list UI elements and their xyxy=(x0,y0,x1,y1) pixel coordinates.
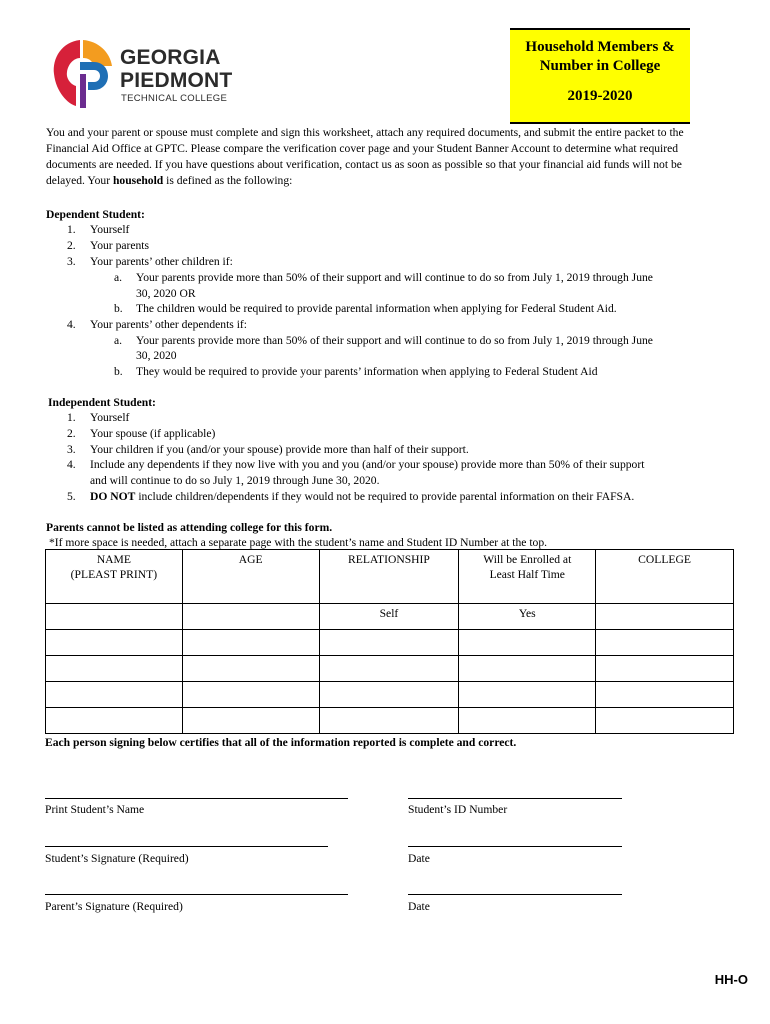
independent-item-num: 5. xyxy=(67,490,76,503)
student-signature-label: Student’s Signature (Required) xyxy=(45,852,189,865)
date-label-1: Date xyxy=(408,852,430,865)
independent-item: Your spouse (if applicable) xyxy=(90,427,216,440)
cell-name[interactable] xyxy=(46,630,183,656)
dependent-sub-item: Your parents provide more than 50% of their support and will continue to do so from July 1, 2019 through June xyxy=(136,271,653,284)
logo-line-2: PIEDMONT xyxy=(120,69,233,92)
header-college: COLLEGE xyxy=(596,550,734,604)
independent-item-5 xyxy=(90,489,634,505)
cell-enrolled[interactable] xyxy=(459,656,596,682)
header-name: NAME (PLEAST PRINT) xyxy=(46,550,183,604)
dependent-sub-letter: a. xyxy=(114,271,123,284)
print-name-label: Print Student’s Name xyxy=(45,803,145,816)
date-line-2[interactable] xyxy=(408,894,622,895)
cell-age[interactable] xyxy=(182,630,319,656)
certify-statement: Each person signing below certifies that all of the information reported is complete and correct. xyxy=(45,736,517,749)
intro-paragraph xyxy=(46,125,714,189)
cell-enrolled[interactable] xyxy=(459,682,596,708)
print-name-line[interactable] xyxy=(45,798,348,799)
dependent-item-num: 4. xyxy=(67,318,76,331)
dependent-item-num: 2. xyxy=(67,239,76,252)
dependent-item: Your parents’ other dependents if: xyxy=(90,318,248,331)
dependent-heading: Dependent Student: xyxy=(46,208,145,221)
cell-age[interactable] xyxy=(182,708,319,734)
logo-line-3: TECHNICAL COLLEGE xyxy=(121,93,228,104)
dependent-sub-item-cont: 30, 2020 xyxy=(136,349,177,362)
cell-relationship[interactable] xyxy=(319,708,459,734)
student-signature-line[interactable] xyxy=(45,846,328,847)
independent-item-5-text: include children/dependents if they would not be required to provide parental information on their FAFSA. xyxy=(135,490,635,503)
cell-relationship[interactable]: Self xyxy=(319,604,459,630)
table-header-row xyxy=(46,550,734,604)
cell-enrolled[interactable] xyxy=(459,708,596,734)
dependent-item: Yourself xyxy=(90,223,130,236)
parent-signature-label: Parent’s Signature (Required) xyxy=(45,900,183,913)
cell-age[interactable] xyxy=(182,604,319,630)
cell-enrolled[interactable] xyxy=(459,630,596,656)
date-line-1[interactable] xyxy=(408,846,622,847)
intro-text-before: You and your parent or spouse must complete and sign this worksheet, attach any required documents, and submit the entire packet to the Financial Aid Office at GPTC. Please compare the verification cover page and your Student Banner Account to determine what required documents are needed. If you have questions about verification, contact us as soon as possible so that your financial aid funds will not be delayed. Your xyxy=(46,126,684,187)
independent-item: Include any dependents if they now live with you and you (and/or your spouse) provide more than 50% of their support xyxy=(90,458,645,471)
title-year: 2019-2020 xyxy=(567,88,633,104)
date-label-2: Date xyxy=(408,900,430,913)
student-id-line[interactable] xyxy=(408,798,622,799)
table-row xyxy=(46,630,734,656)
dependent-sub-item: They would be required to provide your parents’ information when applying to Federal Student Aid xyxy=(136,365,598,378)
dependent-sub-item-cont: 30, 2020 OR xyxy=(136,287,196,300)
household-members-table xyxy=(45,549,734,734)
title-box xyxy=(510,28,690,124)
logo-mark-icon xyxy=(50,38,120,110)
dependent-item: Your parents xyxy=(90,239,150,252)
logo-line-1: GEORGIA xyxy=(120,46,221,69)
dependent-item: Your parents’ other children if: xyxy=(90,255,233,268)
independent-item: Yourself xyxy=(90,411,130,424)
do-not-bold: DO NOT xyxy=(90,490,136,503)
dependent-sub-letter: a. xyxy=(114,334,123,347)
title-line-1: Household Members & xyxy=(525,39,675,55)
independent-item-num: 3. xyxy=(67,443,76,456)
cell-age[interactable] xyxy=(182,656,319,682)
cell-name[interactable] xyxy=(46,682,183,708)
table-row xyxy=(46,656,734,682)
cell-name[interactable] xyxy=(46,708,183,734)
dependent-sub-letter: b. xyxy=(114,302,123,315)
cell-relationship[interactable] xyxy=(319,656,459,682)
dependent-sub-letter: b. xyxy=(114,365,123,378)
student-id-label: Student’s ID Number xyxy=(408,803,508,816)
cell-age[interactable] xyxy=(182,682,319,708)
dependent-sub-item: The children would be required to provide parental information when applying for Federal Student Aid. xyxy=(136,302,617,315)
space-note: *If more space is needed, attach a separate page with the student’s name and Student ID Number at the top. xyxy=(49,536,548,549)
header-relationship: RELATIONSHIP xyxy=(319,550,459,604)
cell-name[interactable] xyxy=(46,656,183,682)
cell-enrolled[interactable]: Yes xyxy=(459,604,596,630)
cell-college[interactable] xyxy=(596,682,734,708)
cell-college[interactable] xyxy=(596,630,734,656)
cell-relationship[interactable] xyxy=(319,630,459,656)
cell-college[interactable] xyxy=(596,708,734,734)
title-line-2: Number in College xyxy=(539,58,661,74)
independent-heading: Independent Student: xyxy=(48,396,156,409)
table-row xyxy=(46,708,734,734)
independent-item-num: 4. xyxy=(67,458,76,471)
cell-college[interactable] xyxy=(596,604,734,630)
cell-college[interactable] xyxy=(596,656,734,682)
dependent-item-num: 3. xyxy=(67,255,76,268)
table-row xyxy=(46,682,734,708)
table-row xyxy=(46,604,734,630)
intro-bold-word: household xyxy=(112,174,164,187)
cell-name[interactable] xyxy=(46,604,183,630)
independent-item-num: 2. xyxy=(67,427,76,440)
dependent-item-num: 1. xyxy=(67,223,76,236)
header-enrolled: Will be Enrolled at Least Half Time xyxy=(459,550,596,604)
header-age: AGE xyxy=(182,550,319,604)
independent-item: Your children if you (and/or your spouse) provide more than half of their support. xyxy=(90,443,469,456)
dependent-sub-item: Your parents provide more than 50% of their support and will continue to do so from July 1, 2019 through June xyxy=(136,334,653,347)
independent-item-cont: and will continue to do so July 1, 2019 through June 30, 2020. xyxy=(90,474,380,487)
cell-relationship[interactable] xyxy=(319,682,459,708)
form-code: HH-O xyxy=(714,972,748,987)
independent-item-num: 1. xyxy=(67,411,76,424)
parents-note: Parents cannot be listed as attending college for this form. xyxy=(46,521,333,534)
parent-signature-line[interactable] xyxy=(45,894,348,895)
intro-text-after: is defined as the following: xyxy=(163,174,293,187)
